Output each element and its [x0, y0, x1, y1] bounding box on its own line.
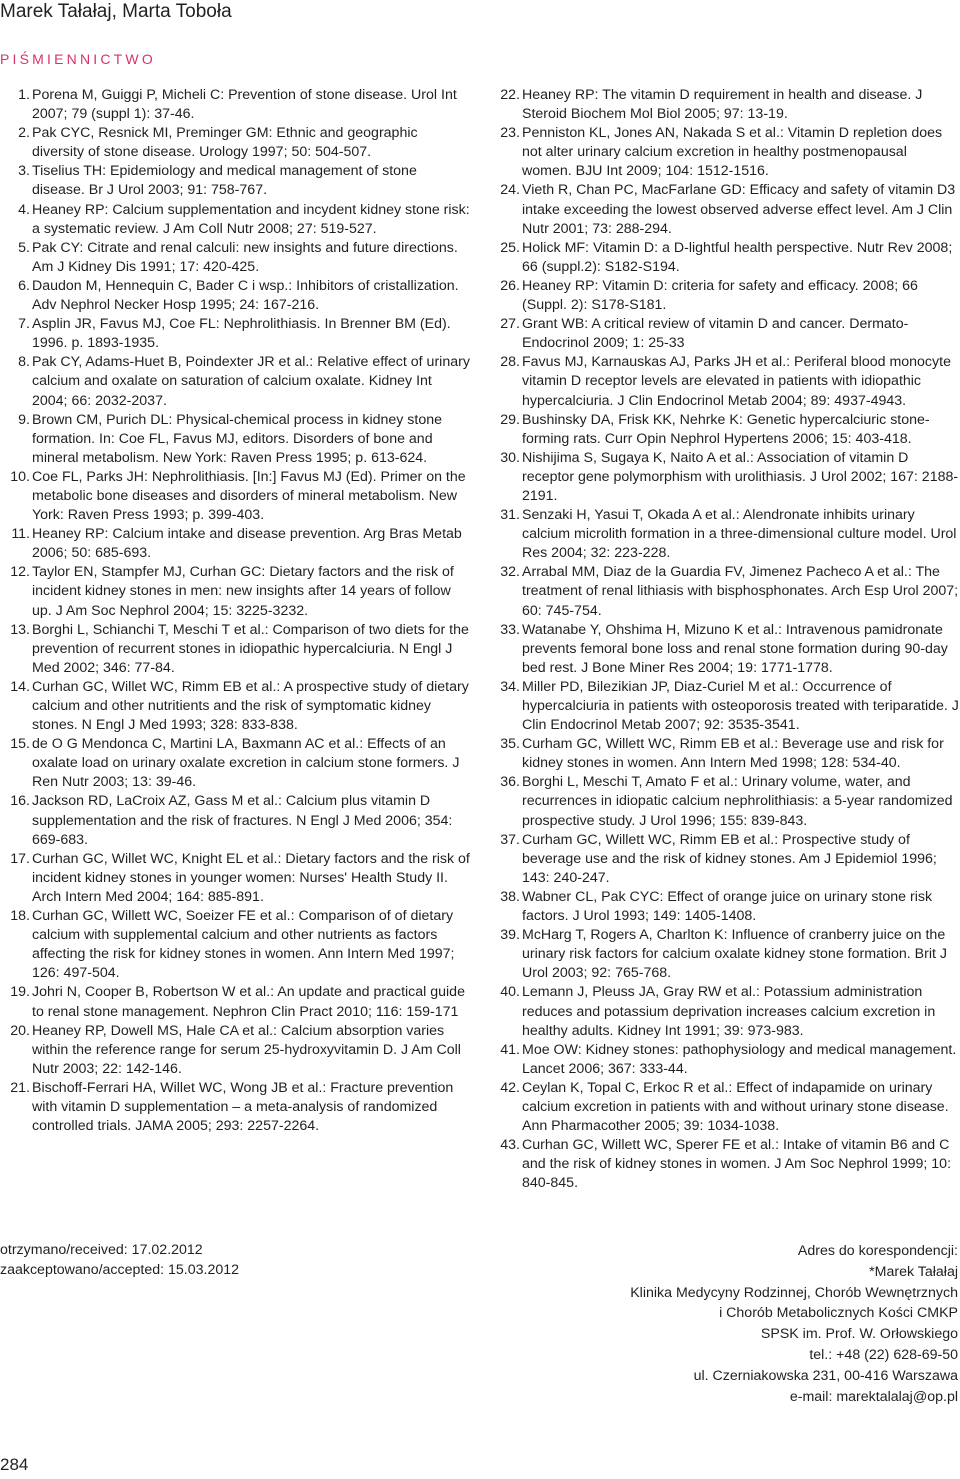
- page-number: 284: [0, 1455, 29, 1474]
- reference-text: Borghi L, Meschi T, Amato F et al.: Urinary volume, water, and recurrences in idiopatic calcium nephrolithiasis: a 5-year randomized prospective study. J Urol 1996; 155: 839-843.: [522, 774, 953, 829]
- reference-item: [490, 926, 960, 983]
- accepted-date: zaakceptowano/accepted: 15.03.2012: [0, 1261, 240, 1278]
- reference-number: 16.: [10, 793, 30, 810]
- reference-item: [0, 678, 470, 735]
- reference-text: Johri N, Cooper B, Robertson W et al.: An update and practical guide to renal stone management. Nephron Clin Pract 2010; 116: 159-171: [32, 984, 465, 1020]
- reference-number: 34.: [500, 678, 520, 695]
- references-column-right: [490, 86, 960, 1193]
- reference-text: Heaney RP, Dowell MS, Hale CA et al.: Calcium absorption varies within the reference range for serum 25-hydroxyvitamin D. J Am Coll Nutr 2003; 22: 142-146.: [32, 1022, 461, 1077]
- reference-item: [0, 86, 470, 124]
- reference-text: Heaney RP: Calcium supplementation and incydent kidney stone risk: a systematic review. J Am Coll Nutr 2008; 27: 519-527.: [32, 201, 470, 237]
- reference-number: 28.: [500, 354, 520, 371]
- reference-text: Holick MF: Vitamin D: a D-lightful health perspective. Nutr Rev 2008; 66 (suppl.2): S182-S194.: [522, 239, 953, 275]
- reference-item: [490, 277, 960, 315]
- correspondence-clinic: Klinika Medycyny Rodzinnej, Chorób Wewnętrznych: [630, 1284, 958, 1301]
- reference-item: [0, 315, 470, 353]
- reference-number: 37.: [500, 831, 520, 848]
- reference-number: 10.: [10, 468, 30, 485]
- reference-number: 4.: [18, 201, 30, 218]
- reference-item: [490, 563, 960, 620]
- reference-text: Heaney RP: Calcium intake and disease prevention. Arg Bras Metab 2006; 50: 685-693.: [32, 526, 462, 562]
- reference-item: [490, 621, 960, 678]
- reference-text: Curhan GC, Willet WC, Rimm EB et al.: A prospective study of dietary calcium and other nutritients and the risk of symptomatic kidney stones. N Engl J Med 1993; 328: 833-838.: [32, 678, 469, 734]
- reference-number: 6.: [18, 277, 30, 294]
- reference-item: [490, 353, 960, 410]
- reference-item: [0, 239, 470, 277]
- reference-item: [490, 1079, 960, 1136]
- reference-text: Asplin JR, Favus MJ, Coe FL: Nephrolithiasis. In Brenner BM (Ed). 1996. p. 1893-1935.: [32, 316, 451, 352]
- reference-number: 13.: [10, 621, 30, 638]
- reference-item: [490, 773, 960, 830]
- reference-text: Brown CM, Purich DL: Physical-chemical process in kidney stone formation. In: Coe FL, Favus MJ, editors. Disorders of bone and mineral metabolism. New York: Raven Press 1995; p. 613-624.: [32, 411, 443, 466]
- reference-text: Coe FL, Parks JH: Nephrolithiasis. [In:] Favus MJ (Ed). Primer on the metabolic bone diseases and disorders of mineral metabolism. New York: Raven Press 1993; p. 399-403.: [32, 468, 466, 524]
- reference-number: 12.: [10, 564, 30, 581]
- reference-number: 30.: [500, 449, 520, 466]
- reference-text: Bischoff-Ferrari HA, Willet WC, Wong JB et al.: Fracture prevention with vitamin D supplementation – a meta-analysis of randomized controlled trials. JAMA 2005; 293: 2257-2264.: [32, 1079, 454, 1135]
- reference-number: 3.: [18, 163, 30, 180]
- correspondence-street: ul. Czerniakowska 231, 00-416 Warszawa: [693, 1367, 958, 1384]
- references-column-left: [0, 86, 470, 1136]
- reference-text: Nishijima S, Sugaya K, Naito A et al.: Association of vitamin D receptor gene polymorphism with urolithiasis. J Urol 2002; 167: 2188-2191.: [522, 449, 959, 504]
- reference-text: McHarg T, Rogers A, Charlton K: Influence of cranberry juice on the urinary risk factors for calcium oxalate kidney stone formation. Brit J Urol 2003; 92: 765-768.: [522, 927, 947, 982]
- reference-number: 9.: [18, 411, 30, 428]
- reference-item: [0, 792, 470, 849]
- reference-number: 24.: [500, 182, 520, 199]
- reference-number: 42.: [500, 1079, 520, 1096]
- reference-text: Arrabal MM, Diaz de la Guardia FV, Jimenez Pacheco A et al.: The treatment of renal lithiasis with bisphosphonates. Arch Esp Urol 2007; 60: 745-754.: [522, 564, 959, 619]
- reference-item: [0, 525, 470, 563]
- reference-text: de O G Mendonca C, Martini LA, Baxmann AC et al.: Effects of an oxalate load on urinary oxalate excretion in calcium stone formers. J Ren Nutr 2003; 13: 39-46.: [32, 736, 460, 791]
- reference-item: [490, 86, 960, 124]
- reference-item: [490, 1041, 960, 1079]
- reference-item: [490, 411, 960, 449]
- reference-number: 38.: [500, 888, 520, 905]
- reference-text: Pak CY, Adams-Huet B, Poindexter JR et al.: Relative effect of urinary calcium and oxalate on saturation of calcium oxalate. Kidney Int 2004; 66: 2032-2037.: [32, 354, 470, 409]
- reference-item: [0, 983, 470, 1021]
- references-section-title: PIŚMIENNICTWO: [0, 51, 156, 67]
- reference-text: Favus MJ, Karnauskas AJ, Parks JH et al.: Periferal blood monocyte vitamin D receptor levels are elevated in patients with idiopathic hypercalciuria. J Clin Endocrinol Metab 2004; 89: 4937-4943.: [522, 354, 951, 409]
- correspondence-hospital: SPSK im. Prof. W. Orłowskiego: [760, 1326, 958, 1343]
- correspondence-address: [630, 1241, 958, 1407]
- reference-number: 17.: [10, 850, 30, 867]
- correspondence-email: e-mail: marektalalaj@op.pl: [789, 1388, 958, 1405]
- reference-item: [490, 831, 960, 888]
- reference-item: [490, 983, 960, 1040]
- reference-number: 23.: [500, 125, 520, 142]
- reference-text: Curhan GC, Willett WC, Soeizer FE et al.: Comparison of of dietary calcium with supplemental calcium and other nutrients as factors affecting the risk for kidney stones in women. Ann Intern Med 1997; 126: 497-504.: [32, 908, 455, 982]
- reference-item: [490, 1136, 960, 1193]
- reference-number: 20.: [10, 1022, 30, 1039]
- reference-number: 1.: [18, 87, 30, 103]
- reference-item: [490, 506, 960, 563]
- reference-text: Curhan GC, Willett WC, Sperer FE et al.: Intake of vitamin B6 and C and the risk of kidney stones in women. J Am Soc Nephrol 1999; 10: 840-845.: [522, 1137, 952, 1192]
- reference-number: 25.: [500, 239, 520, 256]
- submission-dates: [0, 1241, 239, 1280]
- reference-text: Penniston KL, Jones AN, Nakada S et al.: Vitamin D repletion does not alter urinary calcium excretion in healthy postmenopausal women. BJU Int 2009; 104: 1512-1516.: [522, 125, 943, 180]
- reference-text: Heaney RP: The vitamin D requirement in health and disease. J Steroid Biochem Mol Biol 2005; 97: 13-19.: [522, 87, 923, 123]
- correspondence-phone: tel.: +48 (22) 628-69-50: [809, 1346, 958, 1363]
- reference-number: 40.: [500, 984, 520, 1001]
- reference-text: Senzaki H, Yasui T, Okada A et al.: Alendronate inhibits urinary calcium microlith formation in a three-dimensional culture model. Urol Res 2004; 32: 223-228.: [522, 507, 957, 562]
- reference-item: [490, 678, 960, 735]
- reference-text: Tiselius TH: Epidemiology and medical management of stone disease. Br J Urol 2003; 91: 758-767.: [32, 163, 417, 199]
- reference-item: [0, 277, 470, 315]
- reference-text: Porena M, Guiggi P, Micheli C: Prevention of stone disease. Urol Int 2007; 79 (suppl 1): 37-46.: [32, 87, 457, 123]
- correspondence-author: *Marek Tałałaj: [869, 1263, 958, 1280]
- reference-text: Heaney RP: Vitamin D: criteria for safety and efficacy. 2008; 66 (Suppl. 2): S178-S181.: [522, 277, 918, 314]
- reference-text: Daudon M, Hennequin C, Bader C i wsp.: Inhibitors of cristallization. Adv Nephrol Necker Hosp 1995; 24: 167-216.: [32, 277, 459, 314]
- reference-number: 5.: [18, 239, 30, 256]
- reference-text: Bushinsky DA, Frisk KK, Nehrke K: Genetic hypercalciuric stone-forming rats. Curr Opin Nephrol Hypertens 2006; 15: 403-418.: [522, 411, 930, 447]
- reference-number: 8.: [18, 354, 30, 371]
- reference-number: 19.: [10, 984, 30, 1001]
- reference-number: 21.: [10, 1079, 30, 1096]
- reference-item: [490, 888, 960, 926]
- reference-number: 18.: [10, 908, 30, 925]
- reference-item: [490, 124, 960, 181]
- reference-item: [0, 468, 470, 525]
- reference-item: [0, 735, 470, 792]
- reference-number: 22.: [500, 87, 520, 103]
- reference-number: 43.: [500, 1137, 520, 1154]
- reference-text: Curhan GC, Willet WC, Knight EL et al.: Dietary factors and the risk of incident kidney stones in younger women: Nurses' Health Study II. Arch Intern Med 2004; 164: 885-891.: [32, 850, 470, 905]
- reference-item: [0, 162, 470, 200]
- reference-number: 33.: [500, 621, 520, 638]
- reference-item: [0, 201, 470, 239]
- reference-text: Curham GC, Willett WC, Rimm EB et al.: Prospective study of beverage use and the risk of kidney stones. Am J Epidemiol 1996; 143: 240-247.: [522, 831, 937, 886]
- reference-text: Vieth R, Chan PC, MacFarlane GD: Efficacy and safety of vitamin D3 intake exceeding the lowest observed adverse effect level. Am J Clin Nutr 2001; 73: 288-294.: [522, 182, 956, 237]
- reference-text: Grant WB: A critical review of vitamin D and cancer. Dermato-Endocrinol 2009; 1: 25-33: [522, 316, 909, 352]
- correspondence-heading: Adres do korespondencji:: [797, 1243, 958, 1259]
- reference-item: [0, 124, 470, 162]
- reference-text: Pak CYC, Resnick MI, Preminger GM: Ethnic and geographic diversity of stone disease. Urology 1997; 50: 504-507.: [32, 125, 418, 161]
- reference-text: Ceylan K, Topal C, Erkoc R et al.: Effect of indapamide on urinary calcium excretion in patients with and without urinary stone disease. Ann Pharmacother 2005; 39: 1034-1038.: [522, 1079, 949, 1135]
- received-date: otrzymano/received: 17.02.2012: [0, 1242, 203, 1258]
- reference-number: 39.: [500, 927, 520, 944]
- reference-item: [0, 563, 470, 620]
- reference-text: Miller PD, Bilezikian JP, Diaz-Curiel M et al.: Occurrence of hypercalciuria in patients with osteoporosis treated with teriparatide. J Clin Endocrinol Metab 2007; 92: 3535-3541.: [522, 678, 959, 734]
- reference-item: [490, 315, 960, 353]
- reference-text: Watanabe Y, Ohshima H, Mizuno K et al.: Intravenous pamidronate prevents femoral bone loss and renal stone formation during 90-day bed rest. J Bone Miner Res 2004; 19: 1771-1778.: [522, 621, 948, 676]
- reference-text: Pak CY: Citrate and renal calculi: new insights and future directions. Am J Kidney Dis 1991; 17: 420-425.: [32, 239, 458, 275]
- reference-number: 11.: [11, 526, 30, 543]
- reference-text: Taylor EN, Stampfer MJ, Curhan GC: Dietary factors and the risk of incident kidney stones in men: new insights after 14 years of follow up. J Am Soc Nephrol 2004; 15: 3225-3232.: [32, 564, 454, 619]
- reference-number: 2.: [18, 125, 30, 142]
- reference-item: [490, 735, 960, 773]
- reference-number: 14.: [10, 678, 30, 695]
- reference-number: 35.: [500, 736, 520, 753]
- reference-item: [0, 1022, 470, 1079]
- reference-text: Lemann J, Pleuss JA, Gray RW et al.: Potassium administration reduces and potassium deprivation increases calcium excretion in healthy adults. Kidney Int 1991; 39: 973-983.: [522, 984, 936, 1039]
- reference-text: Jackson RD, LaCroix AZ, Gass M et al.: Calcium plus vitamin D supplementation and the risk of fractures. N Engl J Med 2006; 354: 669-683.: [32, 793, 453, 848]
- reference-item: [0, 850, 470, 907]
- reference-item: [0, 1079, 470, 1136]
- reference-item: [490, 449, 960, 506]
- reference-number: 27.: [500, 316, 520, 333]
- reference-number: 29.: [500, 411, 520, 428]
- reference-text: Borghi L, Schianchi T, Meschi T et al.: Comparison of two diets for the prevention of recurrent stones in idiopathic hypercalciuria. N Engl J Med 2002; 346: 77-84.: [32, 621, 469, 676]
- reference-item: [0, 353, 470, 410]
- reference-text: Curham GC, Willett WC, Rimm EB et al.: Beverage use and risk for kidney stones in women. Ann Intern Med 1998; 128: 534-40.: [522, 736, 944, 772]
- reference-number: 31.: [500, 507, 520, 524]
- reference-item: [490, 181, 960, 238]
- reference-text: Wabner CL, Pak CYC: Effect of orange juice on urinary stone risk factors. J Urol 1993; 149: 1405-1408.: [522, 888, 933, 925]
- reference-number: 15.: [10, 736, 30, 753]
- running-header-authors: Marek Tałałaj, Marta Toboła: [0, 1, 232, 22]
- correspondence-clinic-cont: i Chorób Metabolicznych Kości CMKP: [719, 1305, 958, 1322]
- reference-item: [0, 621, 470, 678]
- reference-number: 26.: [500, 277, 520, 294]
- reference-number: 36.: [500, 774, 520, 791]
- reference-text: Moe OW: Kidney stones: pathophysiology and medical management. Lancet 2006; 367: 333-44.: [522, 1041, 957, 1077]
- reference-item: [0, 411, 470, 468]
- reference-number: 41.: [500, 1041, 520, 1058]
- reference-number: 32.: [500, 564, 520, 581]
- reference-item: [0, 907, 470, 983]
- reference-item: [490, 239, 960, 277]
- reference-number: 7.: [18, 316, 30, 333]
